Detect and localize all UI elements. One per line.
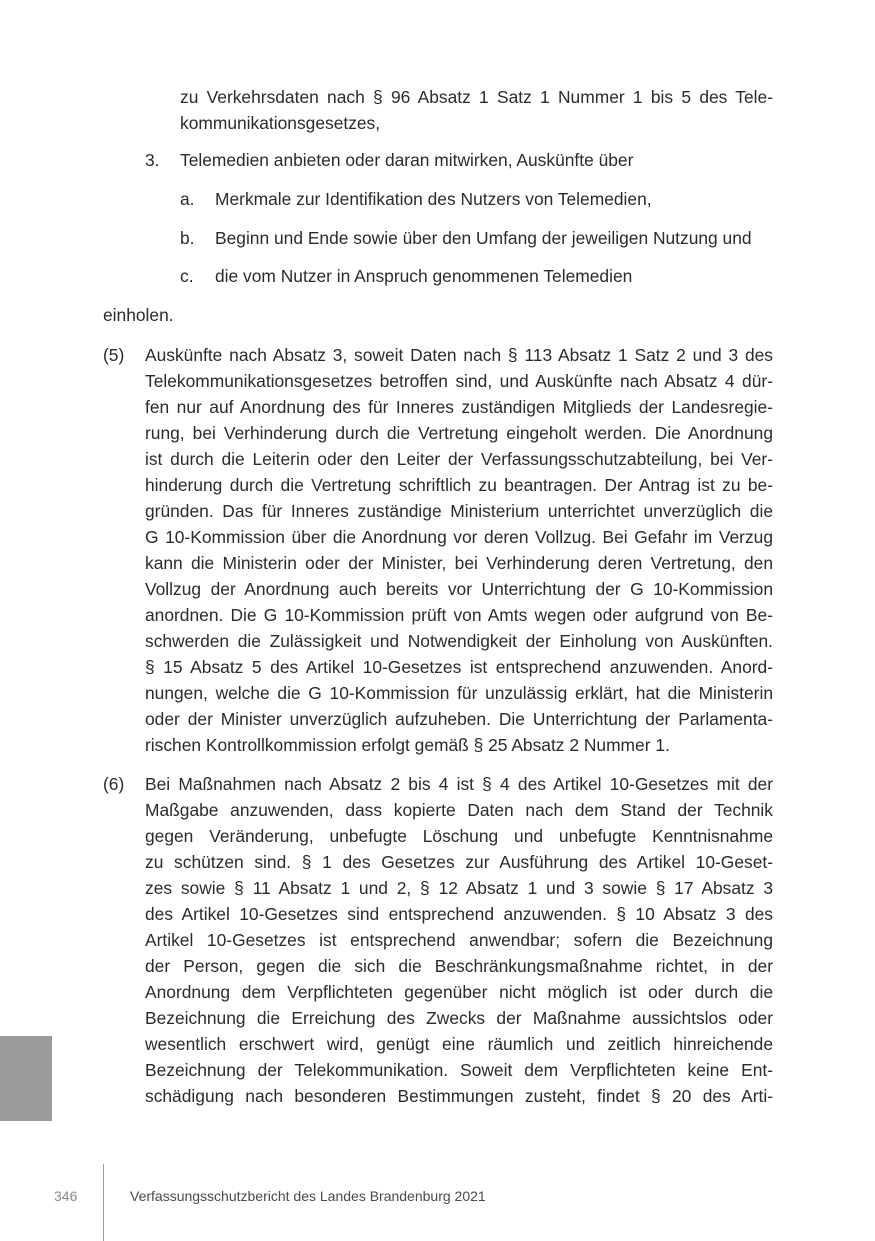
closing-text: einholen. bbox=[103, 305, 174, 325]
page-number: 346 bbox=[54, 1188, 78, 1204]
text-line: Anordnung dem Verpflichteten gegenüber nicht möglich ist oder durch die bbox=[145, 982, 773, 1002]
text-line: G 10-Kommission über die Anordnung vor deren Vollzug. Bei Gefahr im Verzug bbox=[145, 527, 773, 547]
paragraph-marker: (5) bbox=[103, 345, 125, 365]
text-line: Maßgabe anzuwenden, dass kopierte Daten nach dem Stand der Technik bbox=[145, 800, 773, 820]
text-line: des Artikel 10-Gesetzes sind entsprechend anzuwenden. § 10 Absatz 3 des bbox=[145, 904, 773, 924]
text-line: gründen. Das für Inneres zuständige Ministerium unterrichtet unverzüglich die bbox=[145, 501, 773, 521]
sublist-item-text: die vom Nutzer in Anspruch genommenen Telemedien bbox=[215, 266, 633, 286]
paragraph-marker: (6) bbox=[103, 774, 125, 794]
list-marker: 3. bbox=[145, 150, 160, 170]
text-line: gegen Veränderung, unbefugte Löschung und unbefugte Kenntnisnahme bbox=[145, 826, 773, 846]
sublist-item-text: Beginn und Ende sowie über den Umfang der jeweiligen Nutzung und bbox=[215, 228, 752, 248]
text-line: zu Verkehrsdaten nach § 96 Absatz 1 Satz 1 Nummer 1 bis 5 des Tele- bbox=[180, 87, 773, 107]
sublist-marker: c. bbox=[180, 266, 194, 286]
sublist-marker: b. bbox=[180, 228, 195, 248]
text-line: Bei Maßnahmen nach Absatz 2 bis 4 ist § 4 des Artikel 10-Gesetzes mit der bbox=[145, 774, 773, 794]
text-line: fen nur auf Anordnung des für Inneres zuständigen Mitglieds der Landesregie- bbox=[145, 397, 773, 417]
sublist-item-text: Merkmale zur Identifikation des Nutzers von Telemedien, bbox=[215, 189, 652, 209]
text-line: zes sowie § 11 Absatz 1 und 2, § 12 Absatz 1 und 3 sowie § 17 Absatz 3 bbox=[145, 878, 773, 898]
text-line: schwerden die Zulässigkeit und Notwendigkeit der Einholung von Auskünften. bbox=[145, 631, 773, 651]
text-line: ist durch die Leiterin oder den Leiter der Verfassungsschutzabteilung, bei Ver- bbox=[145, 449, 773, 469]
text-line: rischen Kontrollkommission erfolgt gemäß § 25 Absatz 2 Nummer 1. bbox=[145, 735, 670, 755]
footer-divider bbox=[103, 1164, 104, 1241]
text-line: Bezeichnung der Telekommunikation. Soweit dem Verpflichteten keine Ent- bbox=[145, 1060, 773, 1080]
text-line: § 15 Absatz 5 des Artikel 10-Gesetzes ist entsprechend anzuwenden. Anord- bbox=[145, 657, 773, 677]
text-line: Bezeichnung die Erreichung des Zwecks der Maßnahme aussichtslos oder bbox=[145, 1008, 773, 1028]
text-line: nungen, welche die G 10-Kommission für unzulässig erklärt, hat die Ministerin bbox=[145, 683, 773, 703]
footer-title: Verfassungsschutzbericht des Landes Brandenburg 2021 bbox=[130, 1188, 486, 1204]
sublist-marker: a. bbox=[180, 189, 195, 209]
text-line: zu schützen sind. § 1 des Gesetzes zur Ausführung des Artikel 10-Geset- bbox=[145, 852, 773, 872]
text-line: kann die Ministerin oder der Minister, bei Verhinderung deren Vertretung, den bbox=[145, 553, 773, 573]
text-line: Artikel 10-Gesetzes ist entsprechend anwendbar; sofern die Bezeichnung bbox=[145, 930, 773, 950]
text-line: rung, bei Verhinderung durch die Vertretung eingeholt werden. Die Anordnung bbox=[145, 423, 773, 443]
text-line: Telekommunikationsgesetzes betroffen sind, und Auskünfte nach Absatz 4 dür- bbox=[145, 371, 773, 391]
text-line: hinderung durch die Vertretung schriftlich zu beantragen. Der Antrag ist zu be- bbox=[145, 475, 773, 495]
text-line: anordnen. Die G 10-Kommission prüft von Amts wegen oder aufgrund von Be- bbox=[145, 605, 773, 625]
text-line: schädigung nach besonderen Bestimmungen zusteht, findet § 20 des Arti- bbox=[145, 1086, 773, 1106]
text-line: Auskünfte nach Absatz 3, soweit Daten nach § 113 Absatz 1 Satz 2 und 3 des bbox=[145, 345, 773, 365]
text-line: wesentlich erschwert wird, genügt eine räumlich und zeitlich hinreichende bbox=[145, 1034, 773, 1054]
text-line: der Person, gegen die sich die Beschränkungsmaßnahme richtet, in der bbox=[145, 956, 773, 976]
text-line: kommunikationsgesetzes, bbox=[180, 113, 381, 133]
list-item-text: Telemedien anbieten oder daran mitwirken, Auskünfte über bbox=[180, 150, 634, 170]
chapter-tab-marker bbox=[0, 1036, 52, 1121]
text-line: Vollzug der Anordnung auch bereits vor Unterrichtung der G 10-Kommission bbox=[145, 579, 773, 599]
text-line: oder der Minister unverzüglich aufzuheben. Die Unterrichtung der Parlamenta- bbox=[145, 709, 773, 729]
